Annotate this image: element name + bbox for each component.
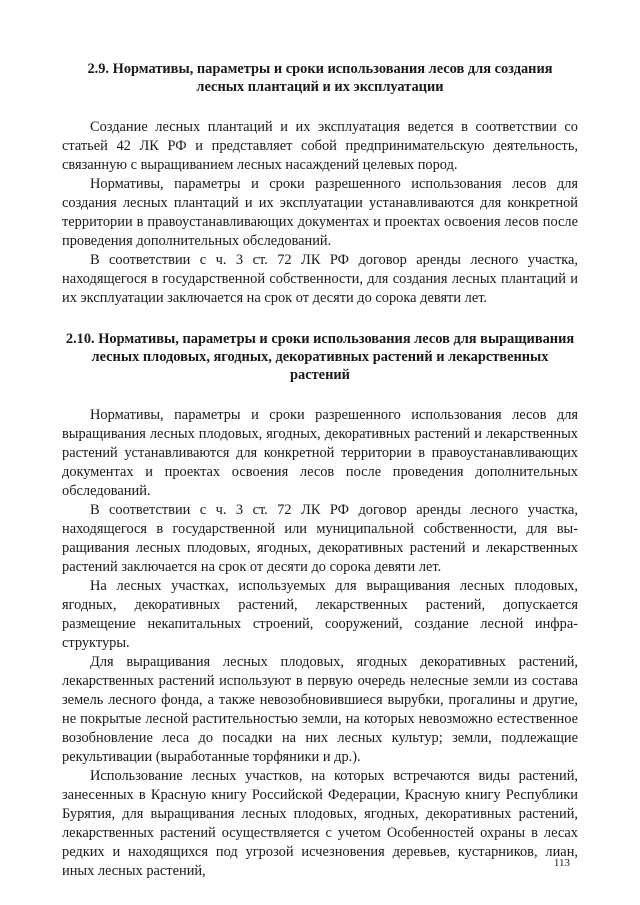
document-page: [62, 60, 578, 881]
page-number: 113: [553, 857, 570, 869]
paragraph: Для выращивания лесных плодовых, ягодных декоративных растений, лекарственных растений используют в первую очередь нелесные земли из состава земель лесного фонда, а также невозобновившиеся вырубки, прогалины и другие, не покрытые лесной растительностью земли, на которых невозможно естественное возобновление леса до посадки на них лесных культур; земли, подлежащие рекультивации (выработанные торфяники и др.).: [62, 654, 578, 765]
paragraph: В соответствии с ч. 3 ст. 72 ЛК РФ договор аренды лесного участка, находящегося в государственной собственности, для создания лесных плантаций и их эксплуатации заключается на срок от десяти до сорока девяти лет.: [62, 252, 578, 306]
paragraph: Нормативы, параметры и сроки разрешенного использования лесов для выращивания лесных плодовых, ягодных, декоративных растений и лекарственных растений устанавливаются для конкретной территории в правоустанавливающих документах и проектах освоения лесов после проведения дополнительных обследований.: [62, 407, 578, 499]
paragraph: На лесных участках, используемых для выращивания лесных плодовых, ягодных, декоративных растений, лекарственных растений, допускается размещение некапитальных строений, сооружений, создание лесной инфраструктуры.: [62, 578, 578, 651]
section-heading-2-10: 2.10. Нормативы, параметры и сроки использования лесов для выращивания лесных плодовых, ягодных, декоративных растений и лекарственных растений: [65, 331, 575, 383]
section-body-2-9: [62, 118, 578, 308]
section-body-2-10: [62, 406, 578, 881]
paragraph: Использование лесных участков, на которых встречаются виды растений, занесенных в Красную книгу Российской Федерации, Красную книгу Республики Бурятия, для выращивания лесных плодовых, ягодных, декоративных растений, лекарственных растений осуществляется с учетом Особенностей охраны в лесах редких и находящихся под угрозой исчезновения деревьев, кустарников, лиан, иных лесных растений,: [62, 768, 578, 879]
paragraph: Нормативы, параметры и сроки разрешенного использования лесов для создания лесных плантаций и их эксплуатации устанавливаются для конкретной территории в правоустанавливающих документах и проектах освоения лесов после проведения дополнительных обследований.: [62, 176, 578, 249]
paragraph: Создание лесных плантаций и их эксплуатация ведется в соответствии со статьей 42 ЛК РФ и представляет собой предпринимательскую деятельность, связанную с выращиванием лесных насаждений целевых пород.: [62, 119, 578, 173]
section-heading-2-9: 2.9. Нормативы, параметры и сроки использования лесов для создания лесных плантаций и их эксплуатации: [87, 61, 553, 95]
paragraph: В соответствии с ч. 3 ст. 72 ЛК РФ договор аренды лесного участка, находящегося в государственной или муниципальной собственности, для выращивания лесных плодовых, ягодных, декоративных растений и лекарственных растений заключается на срок от десяти до сорока девяти лет.: [62, 502, 578, 575]
